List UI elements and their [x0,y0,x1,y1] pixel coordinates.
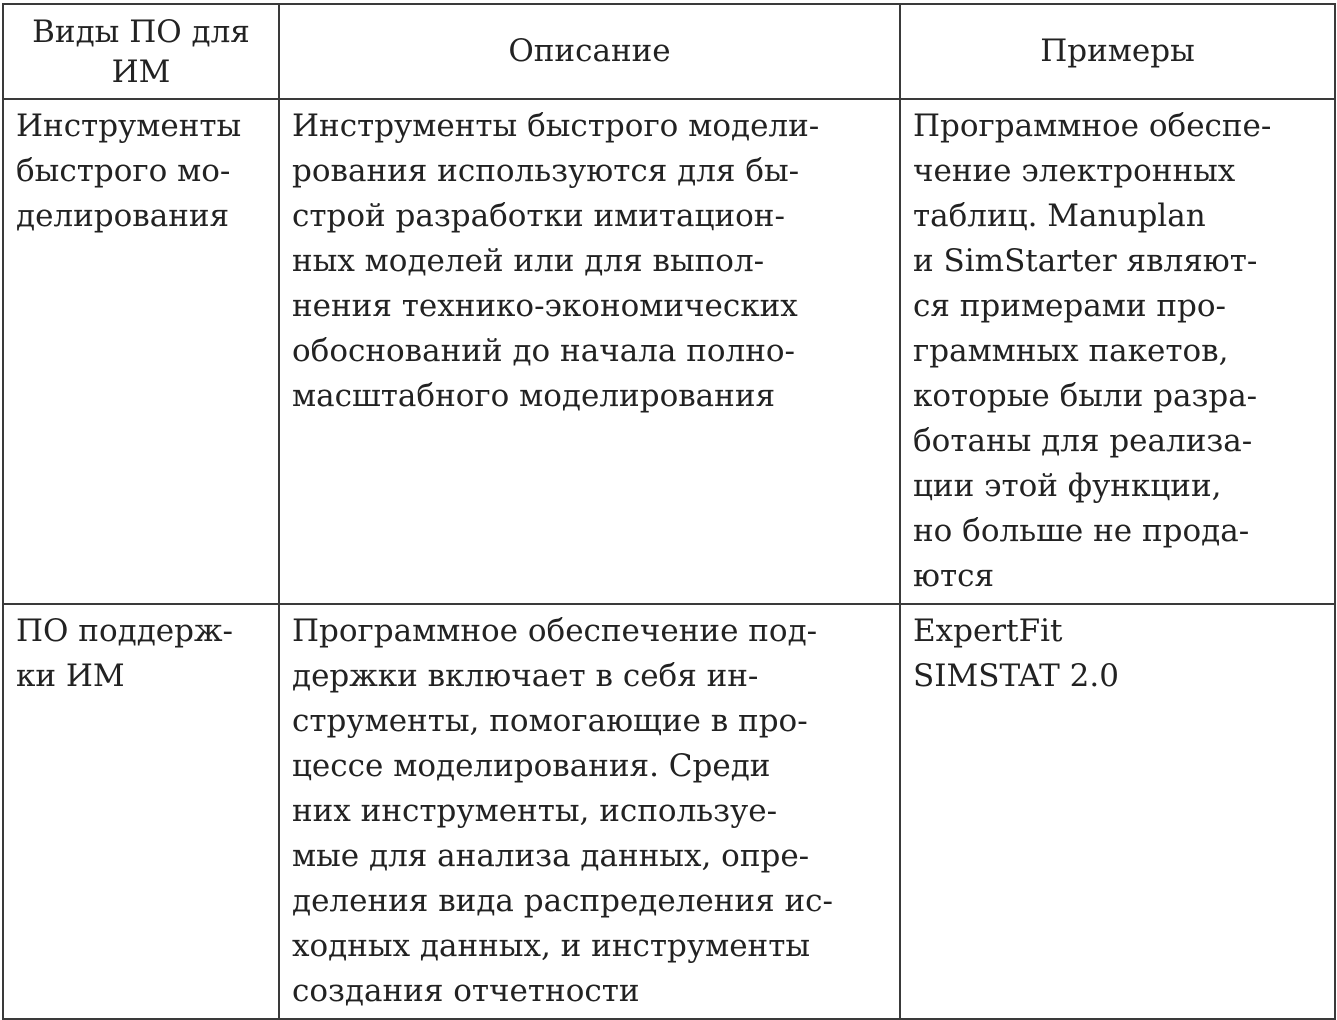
cell-line: быстрого мо- [16,153,231,189]
cell-line: держки включает в себя ин- [292,658,759,694]
cell-line: ся примерами про- [913,288,1226,324]
cell-line: и SimStarter являют- [913,243,1258,279]
header-description [279,4,900,99]
cell-line: Инструменты [16,108,242,144]
cell-line: но больше не прода- [913,513,1250,549]
cell-line: создания отчетности [292,973,640,1009]
cell-line: нения технико-экономических [292,288,798,324]
header-row [3,4,1335,99]
header-line: Описание [508,33,671,69]
header-line: Примеры [1040,33,1195,69]
cell-line: граммных пакетов, [913,333,1229,369]
header-line: Виды ПО для [32,13,250,50]
cell-line: обоснований до начала полно- [292,333,796,369]
cell-description [279,99,900,604]
cell-line: цессе моделирования. Среди [292,748,771,784]
header-software-type [3,4,279,99]
cell-line: них инструменты, используе- [292,793,778,829]
cell-software-type [3,604,279,1019]
cell-line: делирования [16,198,230,234]
cell-line: рования используются для бы- [292,153,800,189]
cell-line: ходных данных, и инструменты [292,928,811,964]
cell-examples [900,99,1335,604]
cell-line: ются [913,558,995,594]
cell-line: чение электронных [913,153,1236,189]
cell-line: мые для анализа данных, опре- [292,838,810,874]
software-types-table [2,3,1336,1020]
table-row [3,604,1335,1019]
cell-line: Программное обеспе- [913,108,1272,144]
cell-line: таблиц. Manuplan [913,198,1206,234]
cell-line: SIMSTAT 2.0 [913,658,1119,694]
cell-line: деления вида распределения ис- [292,883,833,919]
cell-line: которые были разра- [913,378,1258,414]
table-row [3,99,1335,604]
cell-line: ции этой функции, [913,468,1222,504]
cell-line: масштабного моделирования [292,378,776,414]
cell-line: ПО поддерж- [16,613,233,649]
cell-software-type [3,99,279,604]
cell-line: ботаны для реализа- [913,423,1253,459]
cell-line: ExpertFit [913,613,1063,649]
cell-line: струменты, помогающие в про- [292,703,808,739]
cell-line: строй разработки имитацион- [292,198,785,234]
cell-line: ных моделей или для выпол- [292,243,765,279]
cell-line: Инструменты быстрого модели- [292,108,820,144]
header-line: ИМ [111,53,171,90]
cell-description [279,604,900,1019]
header-examples [900,4,1335,99]
cell-line: ки ИМ [16,658,125,694]
cell-line: Программное обеспечение под- [292,613,818,649]
cell-examples [900,604,1335,1019]
